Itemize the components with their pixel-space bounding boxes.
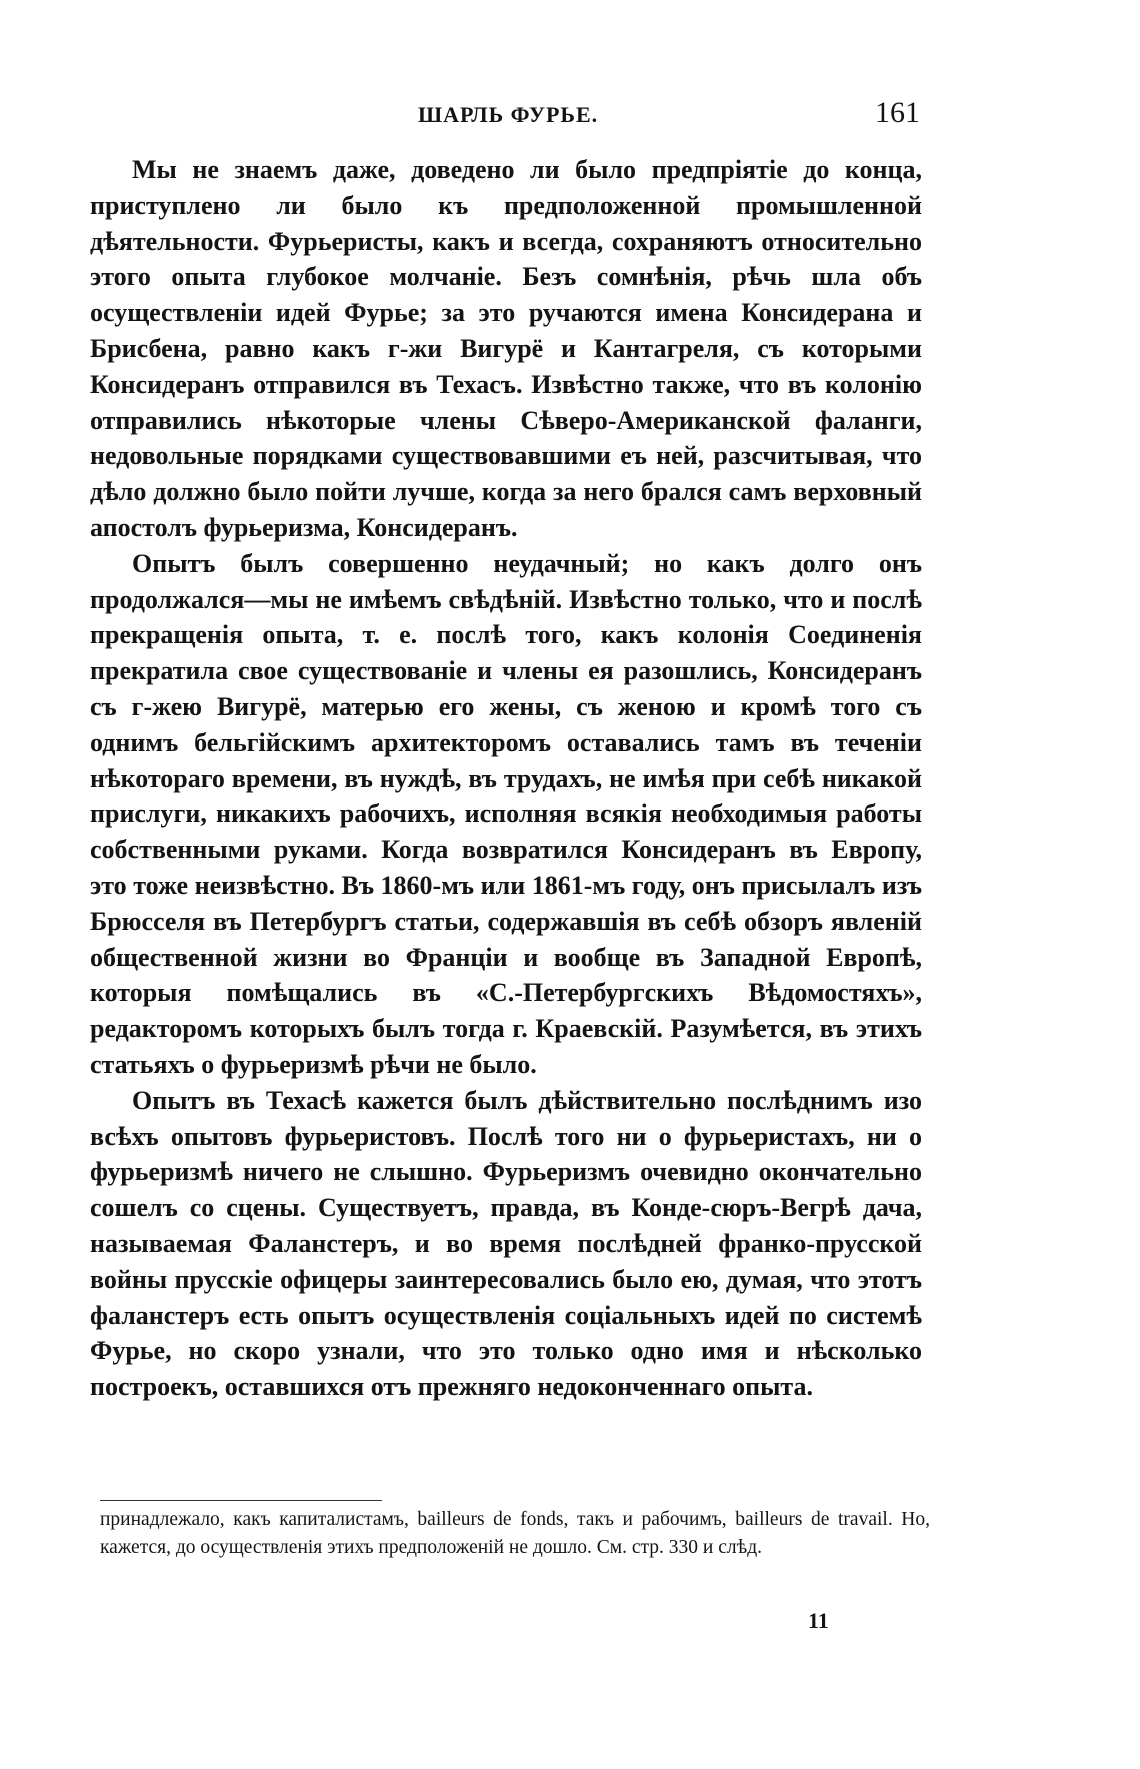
body-text bbox=[90, 152, 922, 1405]
printer-signature-mark: 11 bbox=[808, 1608, 829, 1633]
footnote-separator bbox=[100, 1500, 382, 1501]
paragraph: Мы не знаемъ даже, доведено ли было предпріятіе до конца, приступлено ли было къ предположенной промышленной дѣятельности. Фурьеристы, какъ и всегда, сохраняютъ относительно этого опыта глубокое молчаніе. Безъ сомнѣнія, рѣчь шла объ осуществленіи идей Фурье; за это ручаются имена Консидерана и Брисбена, равно какъ г-жи Вигурё и Кантагреля, съ которыми Консидеранъ отправился въ Техасъ. Извѣстно также, что въ колонію отправились нѣкоторые члены Сѣверо-Американской фаланги, недовольные порядками существовавшими еъ ней, разсчитывая, что дѣло должно было пойти лучше, когда за него брался самъ верховный апостолъ фурьеризма, Консидеранъ. bbox=[90, 155, 922, 542]
page-header bbox=[90, 96, 920, 140]
paragraph: Опытъ въ Техасѣ кажется былъ дѣйствительно послѣднимъ изо всѣхъ опытовъ фурьеристовъ. Послѣ того ни о фурьеристахъ, ни о фурьеризмѣ ничего не слышно. Фурьеризмъ очевидно окончательно сошелъ со сцены. Существуетъ, правда, въ Конде-сюръ-Вегрѣ дача, называемая Фаланстеръ, и во время послѣдней франко-прусской войны прусскіе офицеры заинтересовались было ею, думая, что этотъ фаланстеръ есть опытъ осуществленія соціальныхъ идей по системѣ Фурье, но скоро узнали, что это только одно имя и нѣсколько построекъ, оставшихся отъ прежняго недоконченнаго опыта. bbox=[90, 1085, 922, 1402]
page-number: 161 bbox=[875, 96, 920, 129]
running-title: ШАРЛЬ ФУРЬЕ. bbox=[418, 102, 599, 127]
paragraph: Опытъ былъ совершенно неудачный; но какъ долго онъ продолжался—мы не имѣемъ свѣдѣній. Извѣстно только, что и послѣ прекращенія опыта, т. е. послѣ того, какъ колонія Соединенія прекратила свое существованіе и члены ея разошлись, Консидеранъ съ г-жею Вигурё, матерью его жены, съ женою и кромѣ того съ однимъ бельгійскимъ архитекторомъ оставались тамъ въ теченіи нѣкотораго времени, въ нуждѣ, въ трудахъ, не имѣя при себѣ никакой прислуги, никакихъ рабочихъ, исполняя всякія необходимыя работы собственными руками. Когда возвратился Консидеранъ въ Европу, это тоже неизвѣстно. Въ 1860-мъ или 1861-мъ году, онъ присылалъ изъ Брюсселя въ Петербургъ статьи, содержавшія въ себѣ обзоръ явленій общественной жизни во Франціи и вообще въ Западной Европѣ, которыя помѣщались въ «С.-Петербургскихъ Вѣдомостяхъ», редакторомъ которыхъ былъ тогда г. Краевскій. Разумѣется, въ этихъ статьяхъ о фурьеризмѣ рѣчи не было. bbox=[90, 548, 922, 1079]
footnote: принадлежало, какъ капиталистамъ, bailleurs de fonds, такъ и рабочимъ, bailleurs de travail. Но, кажется, до осуществленія этихъ предположеній не дошло. См. стр. 330 и слѣд. bbox=[100, 1509, 930, 1558]
